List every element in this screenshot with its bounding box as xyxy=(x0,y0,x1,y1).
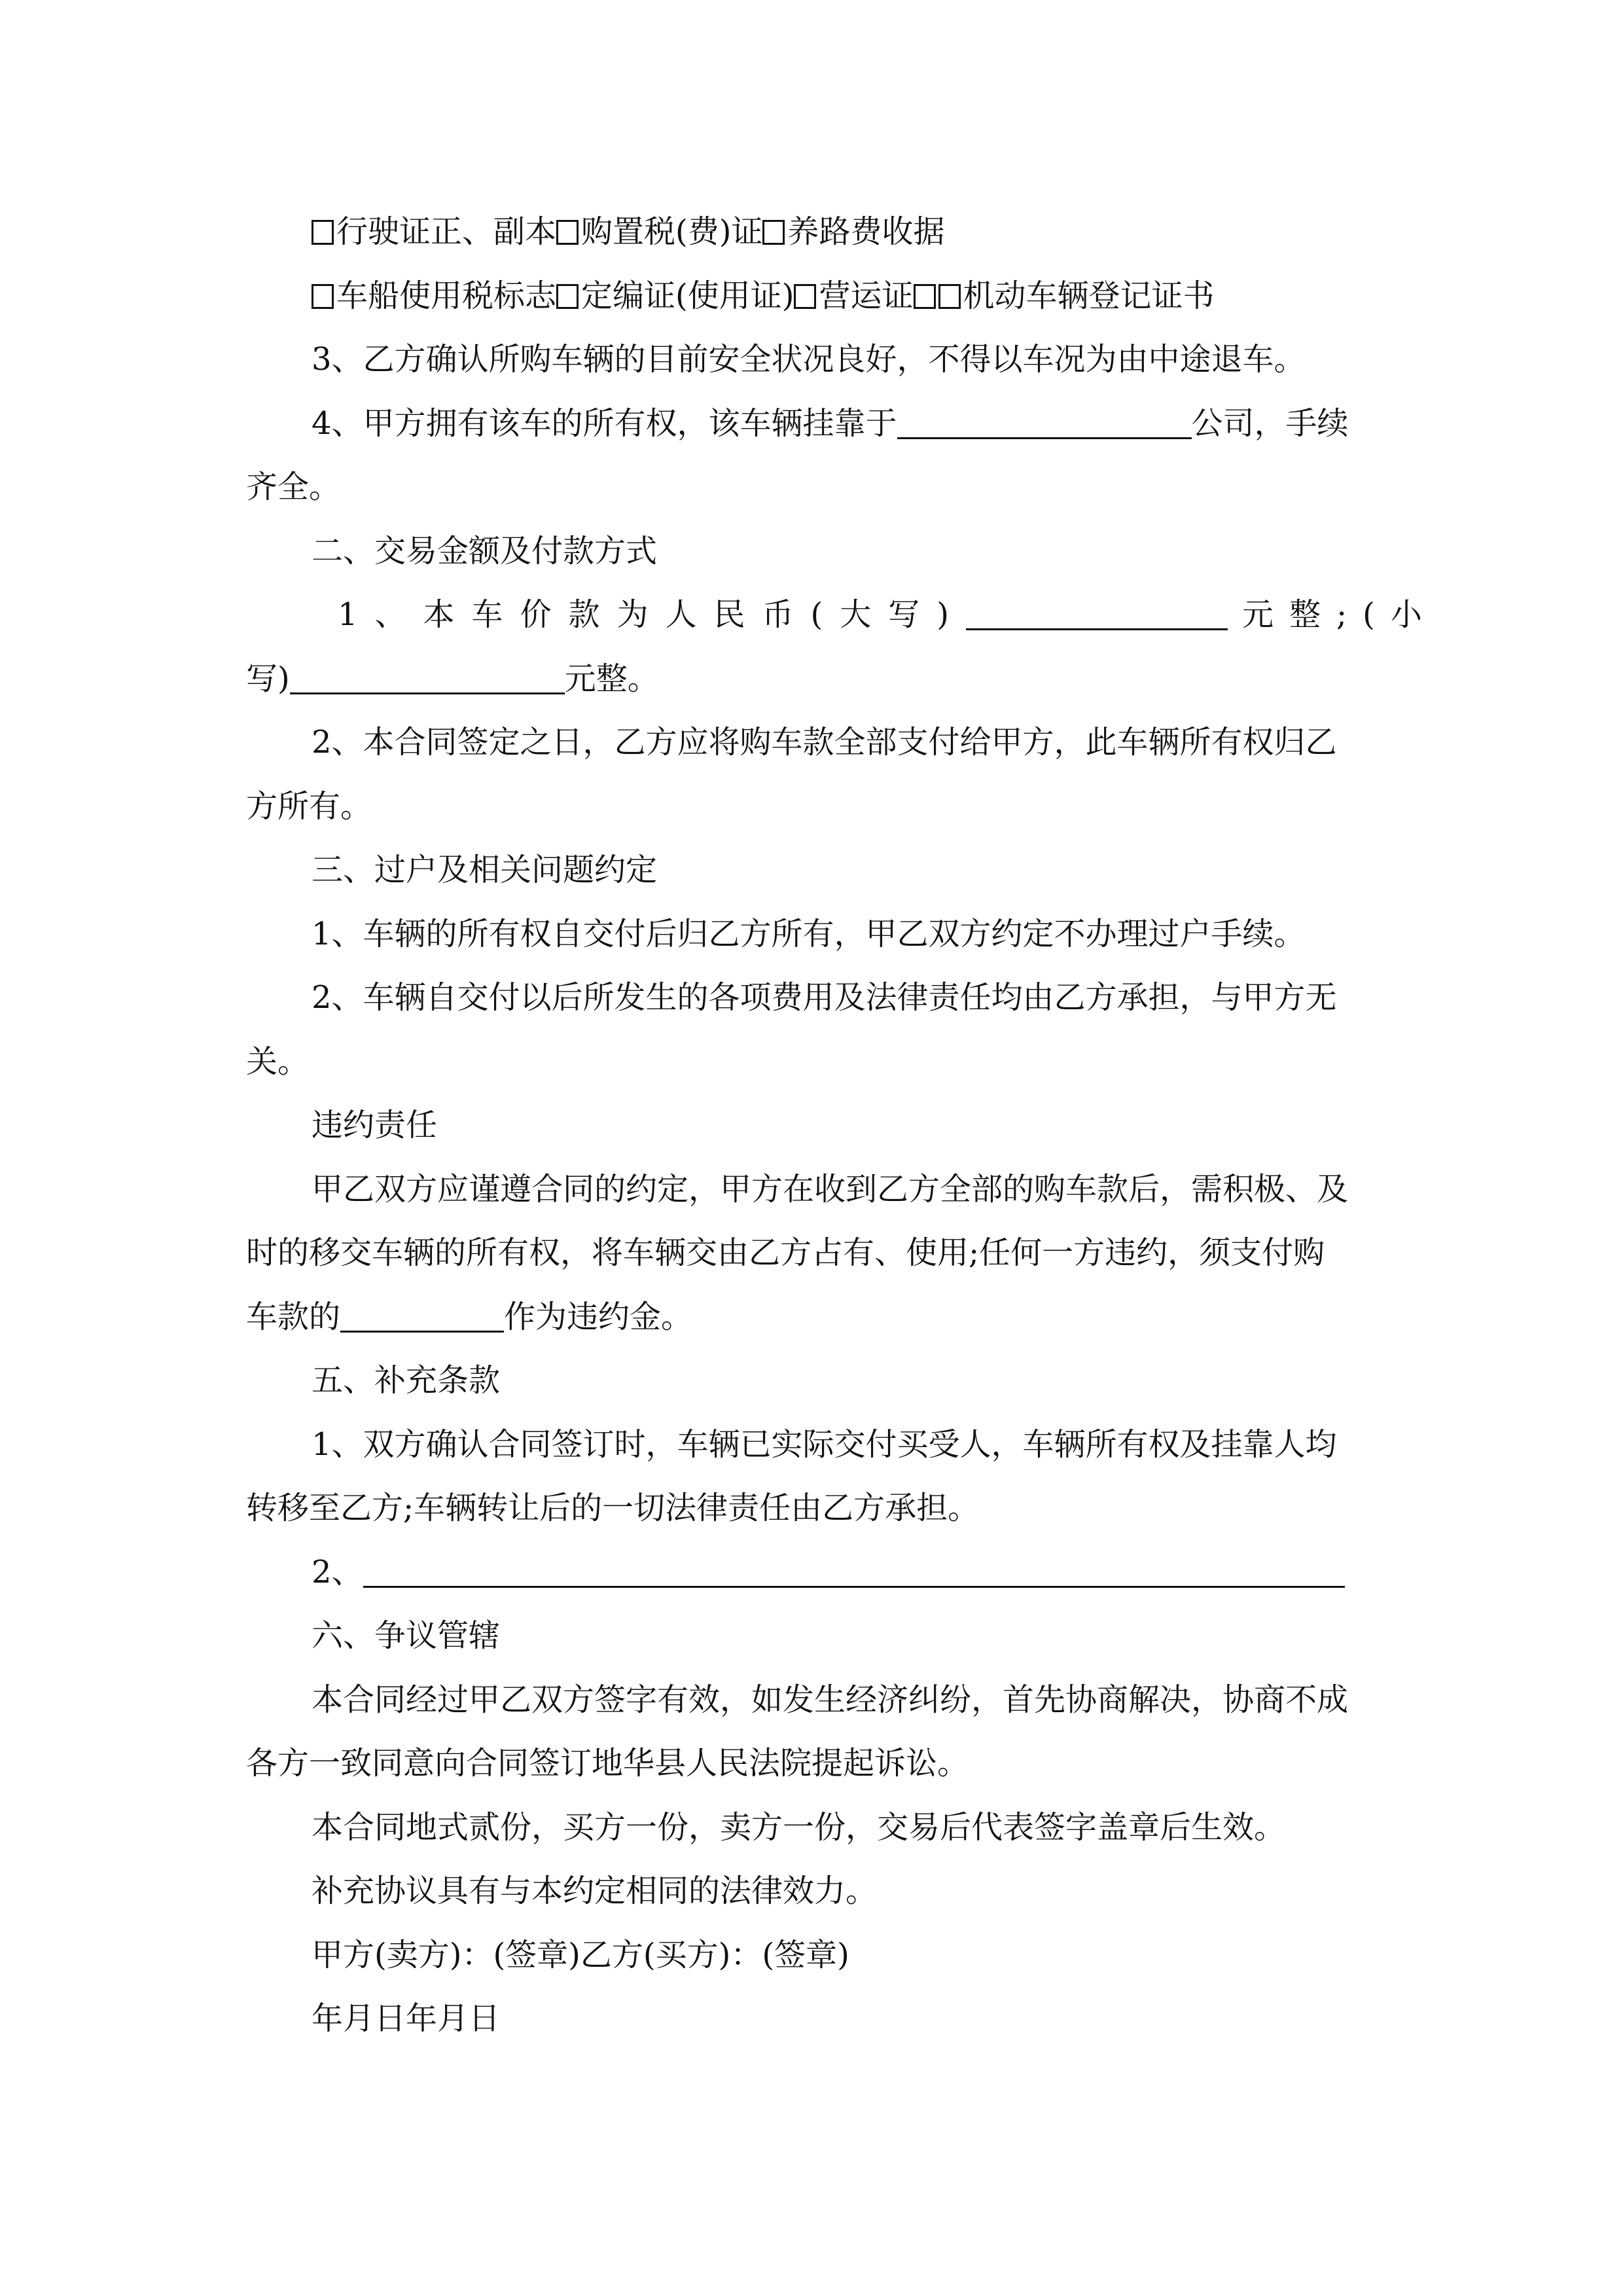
section-heading-2: 二、交易金额及付款方式 xyxy=(312,532,658,569)
checkbox-icon xyxy=(794,284,816,309)
dispute-line-2: 各方一致同意向合同签订地华县人民法院提起诉讼。 xyxy=(246,1745,969,1782)
section-heading-3: 三、过户及相关问题约定 xyxy=(312,852,658,888)
checkbox-icon xyxy=(762,220,785,245)
checkbox-icon xyxy=(556,284,579,309)
checkbox-icon xyxy=(312,220,334,245)
price-text-end: 元整。 xyxy=(564,660,659,697)
item-text: 营运证 xyxy=(819,277,914,314)
item-text: 定编证(使用证) xyxy=(581,277,794,314)
company-blank xyxy=(897,404,1192,439)
item-text: 车船使用税标志 xyxy=(336,277,557,314)
item-text: 购置税(费)证 xyxy=(581,213,763,250)
document-list-line-1 xyxy=(246,200,1378,264)
breach-text: 车款的 xyxy=(246,1298,341,1335)
breach-text-end: 作为违约金。 xyxy=(504,1298,693,1335)
item-text: 机动车辆登记证书 xyxy=(963,277,1215,314)
item-text: 养路费收据 xyxy=(787,213,945,250)
price-blank-lowercase xyxy=(290,660,565,694)
checkbox-icon xyxy=(312,284,334,309)
dispute-line-1: 本合同经过甲乙双方签字有效，如发生经济纠纷，首先协商解决，协商不成 xyxy=(312,1681,1349,1718)
clause-4-line-2: 齐全。 xyxy=(246,469,341,505)
breach-line-1: 甲乙双方应谨遵合同的约定，甲方在收到乙方全部的购车款后，需积极、及 xyxy=(312,1170,1349,1208)
transfer-clause-2-line-2: 关。 xyxy=(246,1043,310,1080)
price-line-2 xyxy=(246,647,1378,711)
price-line-1 xyxy=(246,583,1438,647)
document-list-line-2 xyxy=(246,264,1378,329)
checkbox-icon xyxy=(938,284,961,309)
section-heading-5: 五、补充条款 xyxy=(312,1362,501,1399)
payment-clause-line-2: 方所有。 xyxy=(246,787,372,825)
section-heading-breach: 违约责任 xyxy=(312,1107,438,1143)
checkbox-icon xyxy=(914,284,936,309)
penalty-blank xyxy=(340,1298,504,1333)
breach-line-3 xyxy=(246,1285,1378,1350)
document-body xyxy=(246,200,1438,2051)
supplement-clause-2 xyxy=(246,1541,1378,1605)
supplement-clause-2-label: 2、 xyxy=(312,1553,363,1590)
price-blank-uppercase xyxy=(966,596,1228,630)
transfer-clause-2-line-1: 2、车辆自交付以后所发生的各项费用及法律责任均由乙方承担，与甲方无 xyxy=(312,979,1337,1016)
breach-line-2: 时的移交车辆的所有权，将车辆交由乙方占有、使用;任何一方违约，须支付购 xyxy=(246,1234,1325,1271)
clause-3: 3、乙方确认所购车辆的目前安全状况良好，不得以车况为由中途退车。 xyxy=(312,341,1306,378)
supplement-clause-1-line-2: 转移至乙方;车辆转让后的一切法律责任由乙方承担。 xyxy=(246,1490,980,1526)
clause-4-line-1 xyxy=(246,392,1378,456)
item-text: 行驶证正、副本 xyxy=(336,213,557,250)
copies-clause: 本合同地式贰份，买方一份，卖方一份，交易后代表签字盖章后生效。 xyxy=(312,1808,1286,1846)
price-text-lower: 写) xyxy=(246,660,290,697)
supplement-clause-1-line-1: 1、双方确认合同签订时，车辆已实际交付买受人，车辆所有权及挂靠人均 xyxy=(312,1426,1337,1463)
supplement-effect: 补充协议具有与本约定相同的法律效力。 xyxy=(312,1873,878,1909)
section-heading-6: 六、争议管辖 xyxy=(312,1617,501,1654)
clause-4-text-after: 公司，手续 xyxy=(1191,404,1349,442)
clause-4-text: 4、甲方拥有该车的所有权，该车辆挂靠于 xyxy=(312,404,897,442)
supplement-blank xyxy=(363,1553,1345,1588)
checkbox-icon xyxy=(556,220,579,245)
payment-clause-line-1: 2、本合同签定之日，乙方应将购车款全部支付给甲方，此车辆所有权归乙 xyxy=(312,724,1337,761)
transfer-clause-1: 1、车辆的所有权自交付后归乙方所有，甲乙双方约定不办理过户手续。 xyxy=(312,915,1306,952)
signature-line: 甲方(卖方)：(签章)乙方(买方)：(签章) xyxy=(312,1936,849,1973)
date-line: 年月日年月日 xyxy=(312,2000,501,2037)
price-text-mid: 元整;(小 xyxy=(1242,596,1438,633)
price-text: 1、本车价款为人民币(大写) xyxy=(338,596,966,633)
